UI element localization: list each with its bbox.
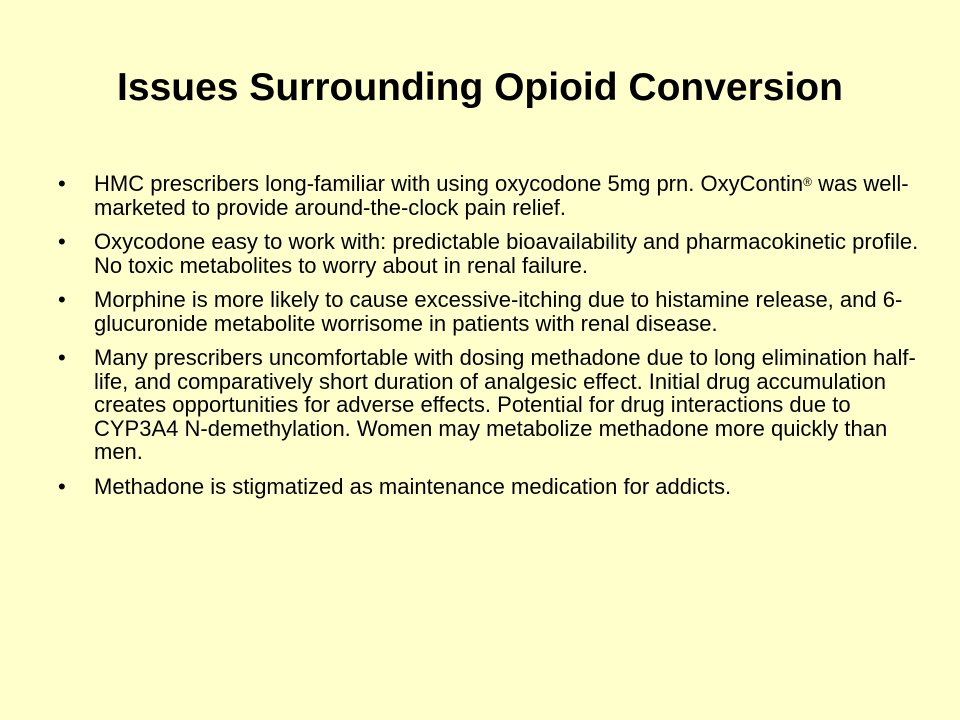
bullet-item-4: [58, 346, 920, 464]
bullet-text-1-before: HMC prescribers long-familiar with using oxycodone 5mg prn. OxyContin: [94, 171, 804, 196]
bullet-list: [58, 172, 920, 509]
bullet-text-1-after: was well-marketed to provide around-the-clock pain relief.: [94, 171, 909, 220]
bullet-item-5: [58, 475, 920, 499]
registered-mark: ®: [803, 175, 813, 189]
bullet-text-5: Methadone is stigmatized as maintenance medication for addicts.: [94, 473, 732, 499]
bullet-item-1: [58, 172, 920, 219]
bullet-item-2: [58, 230, 920, 277]
bullet-dot-icon: •: [58, 473, 66, 499]
slide-title: Issues Surrounding Opioid Conversion: [117, 66, 843, 109]
bullet-text-3: Morphine is more likely to cause excessive-itching due to histamine release, and 6-glucuronide metabolite worrisome in patients with renal disease.: [94, 287, 903, 336]
bullet-dot-icon: •: [58, 345, 66, 370]
bullet-text-2: Oxycodone easy to work with: predictable bioavailability and pharmacokinetic profile. No toxic metabolites to worry about in renal failure.: [94, 229, 919, 278]
bullet-item-3: [58, 288, 920, 335]
bullet-dot-icon: •: [58, 171, 66, 196]
bullet-text-4: Many prescribers uncomfortable with dosing methadone due to long elimination half-life, and comparatively short duration of analgesic effect. Initial drug accumulation creates opportunities for adverse effects. Potential for drug interactions due to CYP3A4 N-demethylation. Women may metabolize methadone more quickly than men.: [94, 345, 916, 464]
bullet-dot-icon: •: [58, 229, 66, 254]
bullet-dot-icon: •: [58, 287, 66, 312]
